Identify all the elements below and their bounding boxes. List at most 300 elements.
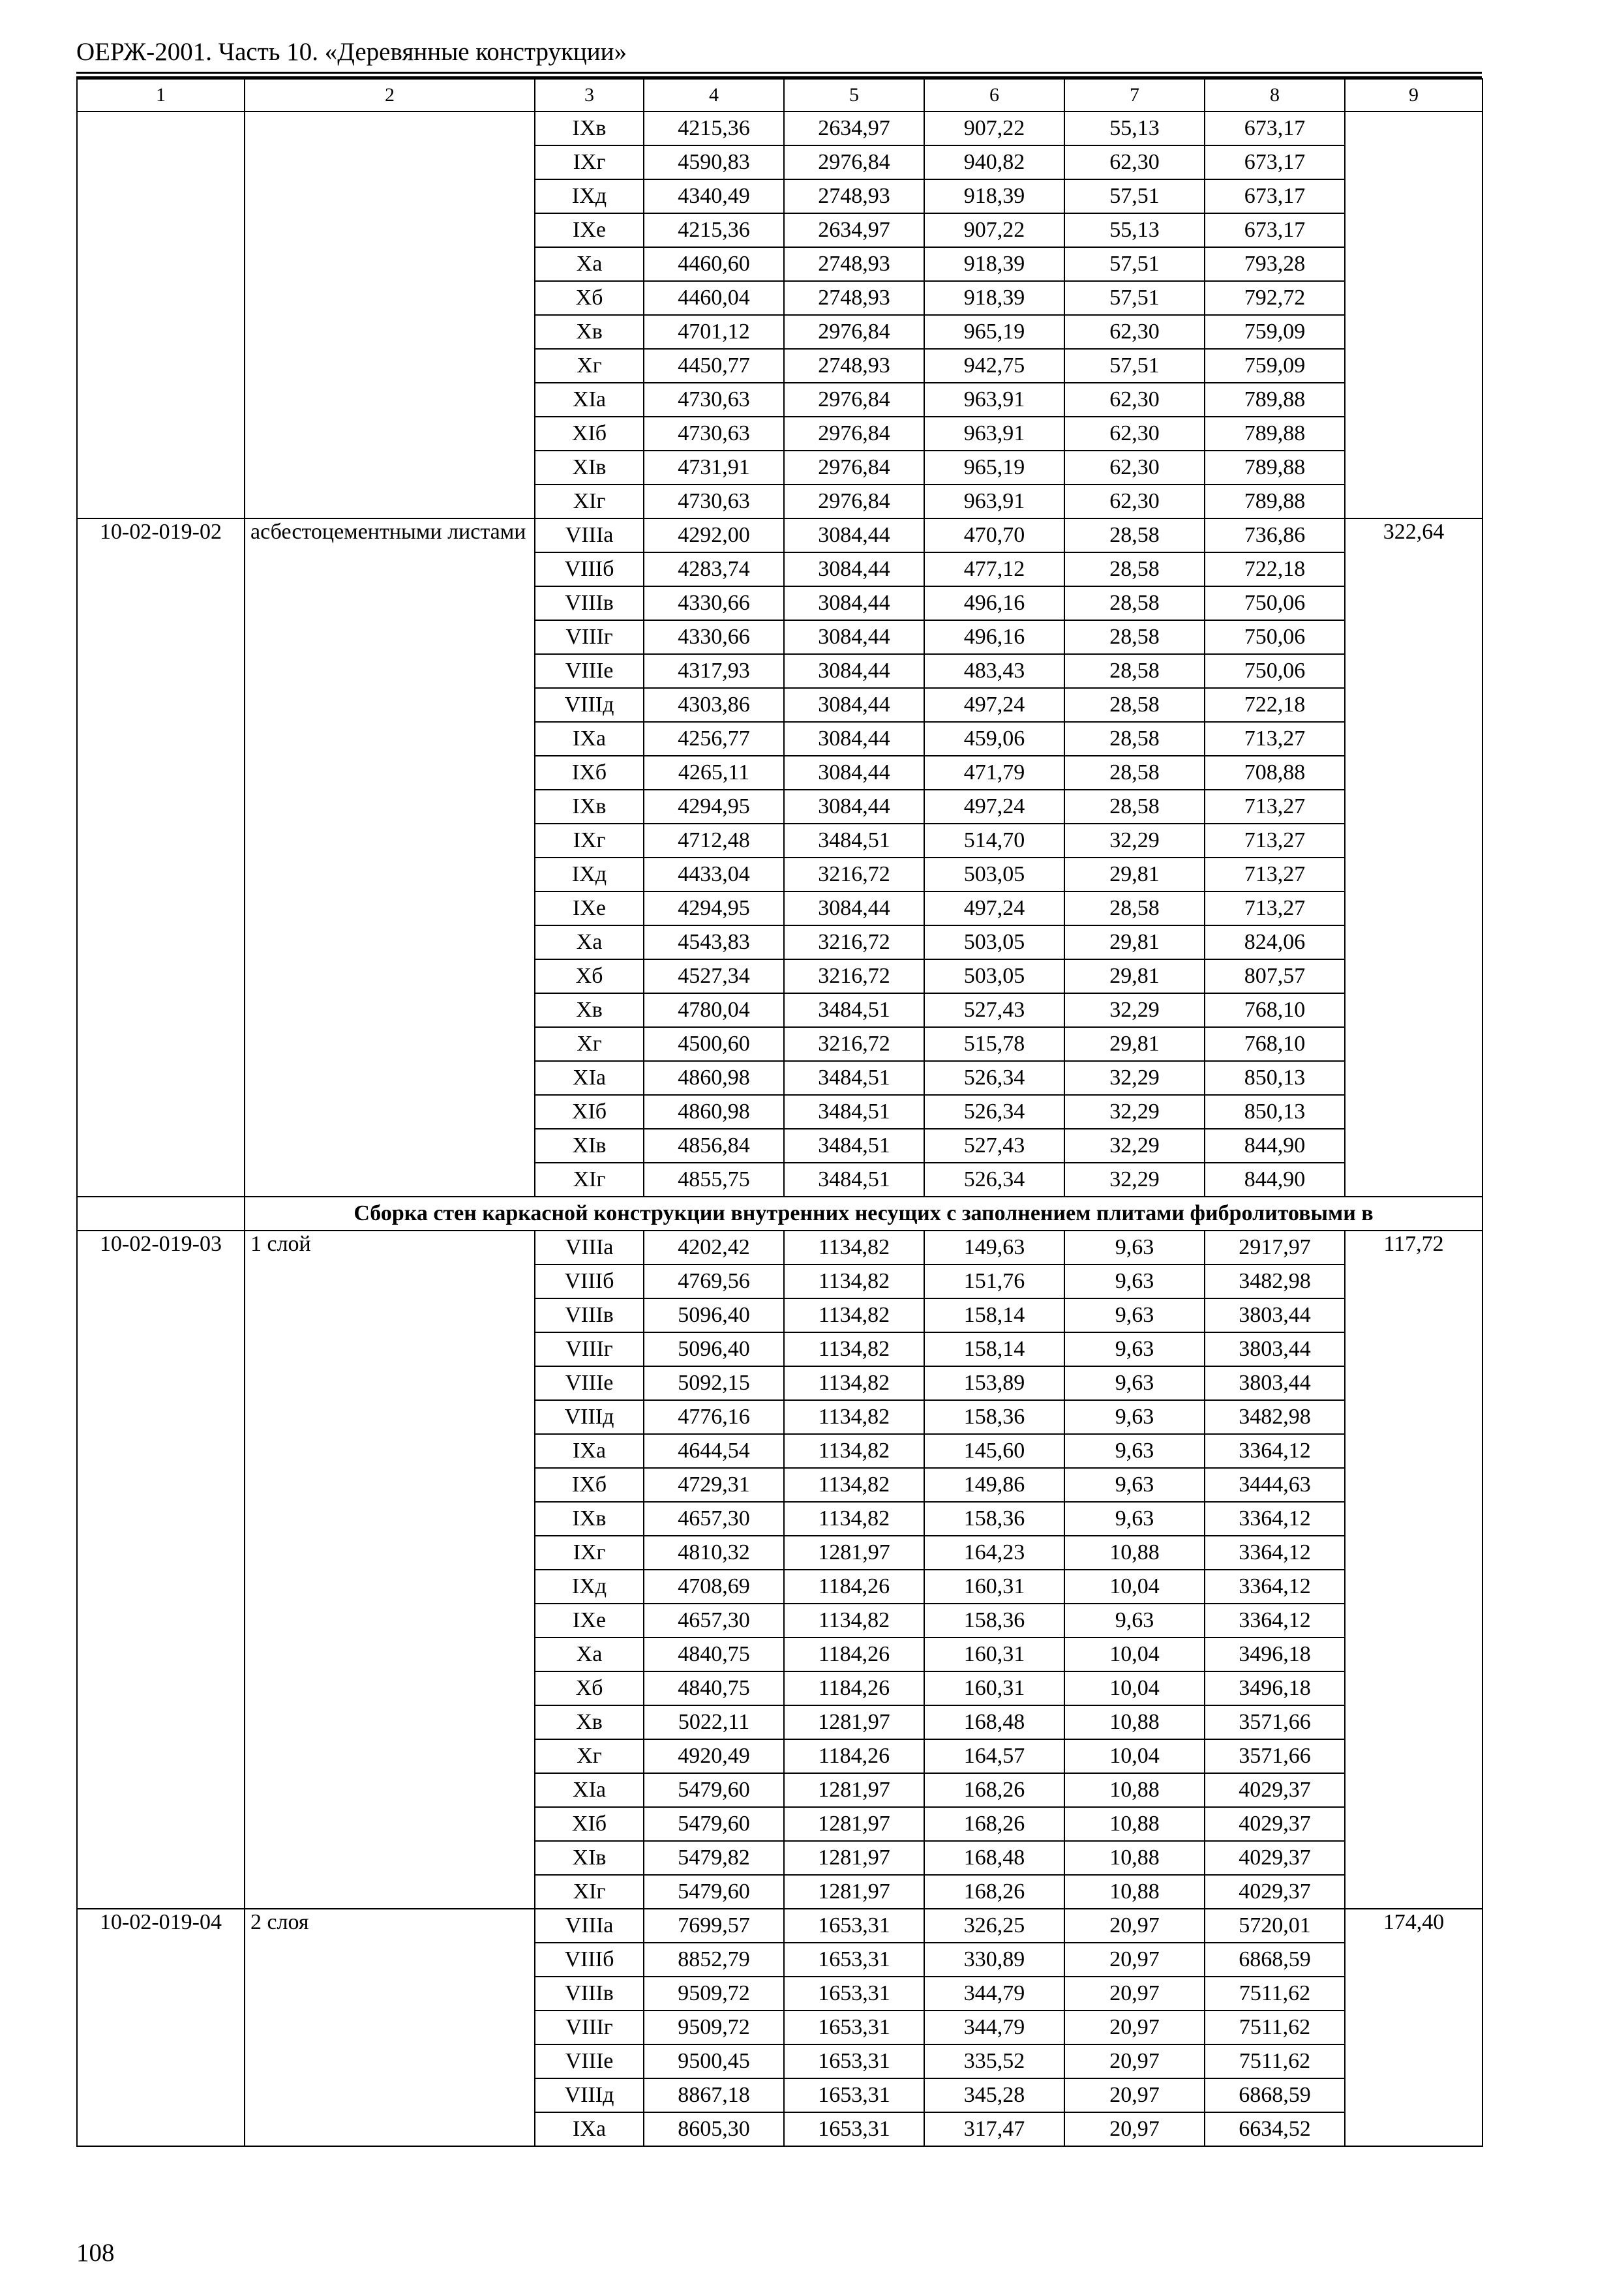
value-cell: 673,17 — [1205, 179, 1345, 213]
rate-name: 1 слой — [245, 1231, 535, 1909]
zone-cell: IXе — [535, 891, 644, 925]
value-cell: 4860,98 — [644, 1095, 784, 1129]
value-cell: 345,28 — [924, 2078, 1064, 2112]
zone-cell: XIг — [535, 1163, 644, 1197]
value-cell: 9,63 — [1064, 1366, 1205, 1400]
value-cell: 713,27 — [1205, 722, 1345, 756]
column-header: 9 — [1345, 79, 1482, 112]
value-cell: 759,09 — [1205, 315, 1345, 349]
zone-cell: IXд — [535, 858, 644, 891]
value-cell: 10,04 — [1064, 1671, 1205, 1705]
zone-cell: IXг — [535, 824, 644, 858]
value-cell: 1184,26 — [784, 1570, 924, 1604]
value-cell: 5096,40 — [644, 1332, 784, 1366]
value-cell: 2976,84 — [784, 145, 924, 179]
value-cell: 1653,31 — [784, 1977, 924, 2011]
document-header: ОЕРЖ-2001. Часть 10. «Деревянные конструкции» — [76, 38, 627, 66]
value-cell: 965,19 — [924, 315, 1064, 349]
value-cell: 9,63 — [1064, 1468, 1205, 1502]
value-cell: 9,63 — [1064, 1502, 1205, 1536]
value-cell: 9509,72 — [644, 1977, 784, 2011]
table-row — [77, 112, 1482, 145]
zone-cell: Xа — [535, 925, 644, 959]
value-cell: 3216,72 — [784, 858, 924, 891]
value-cell: 1281,97 — [784, 1875, 924, 1909]
value-cell: 145,60 — [924, 1434, 1064, 1468]
value-cell: 4460,04 — [644, 281, 784, 315]
value-cell: 10,88 — [1064, 1536, 1205, 1570]
value-cell: 168,48 — [924, 1841, 1064, 1875]
value-cell: 3084,44 — [784, 891, 924, 925]
value-cell: 759,09 — [1205, 349, 1345, 383]
value-cell: 4029,37 — [1205, 1841, 1345, 1875]
zone-cell: Xг — [535, 1027, 644, 1061]
page-number: 108 — [76, 2239, 115, 2267]
column-header: 8 — [1205, 79, 1345, 112]
value-cell: 2976,84 — [784, 315, 924, 349]
value-cell: 6868,59 — [1205, 1943, 1345, 1977]
zone-cell: VIIIг — [535, 1332, 644, 1366]
value-cell: 4920,49 — [644, 1739, 784, 1773]
value-cell: 3484,51 — [784, 1163, 924, 1197]
column-header: 5 — [784, 79, 924, 112]
zone-cell: VIIIд — [535, 2078, 644, 2112]
value-cell: 713,27 — [1205, 858, 1345, 891]
column-header: 2 — [245, 79, 535, 112]
value-cell: 850,13 — [1205, 1095, 1345, 1129]
value-cell: 335,52 — [924, 2044, 1064, 2078]
value-cell: 168,26 — [924, 1773, 1064, 1807]
value-cell: 149,63 — [924, 1231, 1064, 1264]
rate-name — [245, 112, 535, 518]
value-cell: 2976,84 — [784, 485, 924, 518]
value-cell: 8852,79 — [644, 1943, 784, 1977]
column-header: 7 — [1064, 79, 1205, 112]
value-cell: 2634,97 — [784, 213, 924, 247]
value-cell: 3084,44 — [784, 552, 924, 586]
value-cell: 4810,32 — [644, 1536, 784, 1570]
value-cell: 4712,48 — [644, 824, 784, 858]
value-cell: 2748,93 — [784, 281, 924, 315]
value-cell: 62,30 — [1064, 145, 1205, 179]
value-cell: 3084,44 — [784, 620, 924, 654]
zone-cell: IXв — [535, 1502, 644, 1536]
value-cell: 963,91 — [924, 417, 1064, 451]
zone-cell: IXг — [535, 145, 644, 179]
value-cell: 768,10 — [1205, 993, 1345, 1027]
value-cell: 1134,82 — [784, 1332, 924, 1366]
value-cell: 20,97 — [1064, 2011, 1205, 2044]
value-cell: 28,58 — [1064, 688, 1205, 722]
value-cell: 153,89 — [924, 1366, 1064, 1400]
value-cell: 5022,11 — [644, 1705, 784, 1739]
zone-cell: IXд — [535, 1570, 644, 1604]
value-cell: 5092,15 — [644, 1366, 784, 1400]
value-cell: 1134,82 — [784, 1298, 924, 1332]
value-cell: 824,06 — [1205, 925, 1345, 959]
value-cell: 918,39 — [924, 179, 1064, 213]
value-cell: 1134,82 — [784, 1366, 924, 1400]
value-cell: 736,86 — [1205, 518, 1345, 552]
zone-cell: IXа — [535, 1434, 644, 1468]
zone-cell: XIг — [535, 485, 644, 518]
value-cell: 963,91 — [924, 485, 1064, 518]
value-cell: 1281,97 — [784, 1807, 924, 1841]
value-cell: 28,58 — [1064, 586, 1205, 620]
value-cell: 1653,31 — [784, 2078, 924, 2112]
zone-cell: Xв — [535, 993, 644, 1027]
value-cell: 3484,51 — [784, 993, 924, 1027]
value-cell: 4780,04 — [644, 993, 784, 1027]
value-cell: 3084,44 — [784, 688, 924, 722]
value-cell: 477,12 — [924, 552, 1064, 586]
zone-cell: VIIIе — [535, 1366, 644, 1400]
value-cell: 4769,56 — [644, 1264, 784, 1298]
value-cell: 503,05 — [924, 858, 1064, 891]
zone-cell: VIIIг — [535, 2011, 644, 2044]
value-cell: 164,23 — [924, 1536, 1064, 1570]
value-cell: 4856,84 — [644, 1129, 784, 1163]
value-cell: 158,36 — [924, 1502, 1064, 1536]
value-cell: 57,51 — [1064, 247, 1205, 281]
value-cell: 20,97 — [1064, 2044, 1205, 2078]
value-cell: 28,58 — [1064, 654, 1205, 688]
value-cell: 10,04 — [1064, 1638, 1205, 1671]
value-cell: 2748,93 — [784, 179, 924, 213]
value-cell: 9500,45 — [644, 2044, 784, 2078]
value-cell: 918,39 — [924, 247, 1064, 281]
value-cell: 497,24 — [924, 891, 1064, 925]
value-cell: 4292,00 — [644, 518, 784, 552]
col9-value: 117,72 — [1345, 1231, 1482, 1909]
value-cell: 483,43 — [924, 654, 1064, 688]
value-cell: 2748,93 — [784, 247, 924, 281]
zone-cell: IXд — [535, 179, 644, 213]
value-cell: 750,06 — [1205, 620, 1345, 654]
value-cell: 3482,98 — [1205, 1264, 1345, 1298]
section-blank-cell — [77, 1197, 245, 1231]
zone-cell: IXб — [535, 756, 644, 790]
value-cell: 4029,37 — [1205, 1773, 1345, 1807]
value-cell: 497,24 — [924, 790, 1064, 824]
value-cell: 2917,97 — [1205, 1231, 1345, 1264]
value-cell: 3571,66 — [1205, 1705, 1345, 1739]
value-cell: 1134,82 — [784, 1434, 924, 1468]
zone-cell: IXб — [535, 1468, 644, 1502]
value-cell: 2976,84 — [784, 451, 924, 485]
value-cell: 497,24 — [924, 688, 1064, 722]
value-cell: 10,04 — [1064, 1570, 1205, 1604]
col9-value: 322,64 — [1345, 518, 1482, 1197]
value-cell: 20,97 — [1064, 1909, 1205, 1943]
value-cell: 330,89 — [924, 1943, 1064, 1977]
value-cell: 1653,31 — [784, 1909, 924, 1943]
zone-cell: IXв — [535, 790, 644, 824]
value-cell: 792,72 — [1205, 281, 1345, 315]
value-cell: 3496,18 — [1205, 1638, 1345, 1671]
value-cell: 9,63 — [1064, 1400, 1205, 1434]
value-cell: 3364,12 — [1205, 1536, 1345, 1570]
value-cell: 713,27 — [1205, 824, 1345, 858]
zone-cell: IXе — [535, 1604, 644, 1638]
value-cell: 3364,12 — [1205, 1570, 1345, 1604]
value-cell: 1653,31 — [784, 2044, 924, 2078]
value-cell: 168,26 — [924, 1875, 1064, 1909]
value-cell: 3216,72 — [784, 959, 924, 993]
value-cell: 4840,75 — [644, 1671, 784, 1705]
value-cell: 844,90 — [1205, 1163, 1345, 1197]
value-cell: 503,05 — [924, 959, 1064, 993]
value-cell: 722,18 — [1205, 688, 1345, 722]
col9-value: 174,40 — [1345, 1909, 1482, 2146]
section-title: Сборка стен каркасной конструкции внутренних несущих с заполнением плитами фибролитовыми в — [245, 1197, 1482, 1231]
value-cell: 3803,44 — [1205, 1332, 1345, 1366]
value-cell: 9,63 — [1064, 1264, 1205, 1298]
value-cell: 4294,95 — [644, 891, 784, 925]
value-cell: 4029,37 — [1205, 1875, 1345, 1909]
value-cell: 963,91 — [924, 383, 1064, 417]
zone-cell: Xб — [535, 1671, 644, 1705]
value-cell: 1184,26 — [784, 1671, 924, 1705]
value-cell: 1281,97 — [784, 1536, 924, 1570]
value-cell: 3084,44 — [784, 654, 924, 688]
zone-cell: XIг — [535, 1875, 644, 1909]
value-cell: 4330,66 — [644, 620, 784, 654]
value-cell: 160,31 — [924, 1638, 1064, 1671]
value-cell: 4303,86 — [644, 688, 784, 722]
rate-code: 10-02-019-03 — [77, 1231, 245, 1909]
value-cell: 4644,54 — [644, 1434, 784, 1468]
value-cell: 55,13 — [1064, 112, 1205, 145]
table-row — [77, 1909, 1482, 1943]
value-cell: 3444,63 — [1205, 1468, 1345, 1502]
column-header-row — [77, 79, 1482, 112]
zone-cell: Xа — [535, 247, 644, 281]
value-cell: 3216,72 — [784, 925, 924, 959]
value-cell: 4294,95 — [644, 790, 784, 824]
value-cell: 514,70 — [924, 824, 1064, 858]
value-cell: 158,14 — [924, 1298, 1064, 1332]
value-cell: 459,06 — [924, 722, 1064, 756]
value-cell: 3484,51 — [784, 1095, 924, 1129]
zone-cell: XIа — [535, 1061, 644, 1095]
value-cell: 20,97 — [1064, 2112, 1205, 2146]
value-cell: 149,86 — [924, 1468, 1064, 1502]
value-cell: 20,97 — [1064, 2078, 1205, 2112]
value-cell: 20,97 — [1064, 1943, 1205, 1977]
zone-cell: VIIIг — [535, 620, 644, 654]
value-cell: 5479,60 — [644, 1773, 784, 1807]
rate-name: 2 слоя — [245, 1909, 535, 2146]
zone-cell: XIб — [535, 1095, 644, 1129]
value-cell: 907,22 — [924, 112, 1064, 145]
value-cell: 4215,36 — [644, 213, 784, 247]
zone-cell: Xв — [535, 315, 644, 349]
value-cell: 1281,97 — [784, 1841, 924, 1875]
value-cell: 32,29 — [1064, 1095, 1205, 1129]
value-cell: 918,39 — [924, 281, 1064, 315]
value-cell: 807,57 — [1205, 959, 1345, 993]
value-cell: 470,70 — [924, 518, 1064, 552]
rate-code: 10-02-019-04 — [77, 1909, 245, 2146]
value-cell: 158,14 — [924, 1332, 1064, 1366]
value-cell: 3496,18 — [1205, 1671, 1345, 1705]
value-cell: 1134,82 — [784, 1264, 924, 1298]
value-cell: 673,17 — [1205, 213, 1345, 247]
value-cell: 9509,72 — [644, 2011, 784, 2044]
value-cell: 32,29 — [1064, 993, 1205, 1027]
value-cell: 527,43 — [924, 1129, 1064, 1163]
value-cell: 151,76 — [924, 1264, 1064, 1298]
value-cell: 32,29 — [1064, 1129, 1205, 1163]
value-cell: 7699,57 — [644, 1909, 784, 1943]
value-cell: 4256,77 — [644, 722, 784, 756]
zone-cell: XIб — [535, 1807, 644, 1841]
value-cell: 28,58 — [1064, 518, 1205, 552]
value-cell: 4317,93 — [644, 654, 784, 688]
rate-code: 10-02-019-02 — [77, 518, 245, 1197]
value-cell: 4590,83 — [644, 145, 784, 179]
value-cell: 708,88 — [1205, 756, 1345, 790]
zone-cell: Xа — [535, 1638, 644, 1671]
value-cell: 6634,52 — [1205, 2112, 1345, 2146]
value-cell: 940,82 — [924, 145, 1064, 179]
value-cell: 4283,74 — [644, 552, 784, 586]
zone-cell: XIа — [535, 383, 644, 417]
value-cell: 32,29 — [1064, 824, 1205, 858]
value-cell: 4500,60 — [644, 1027, 784, 1061]
table-row — [77, 1231, 1482, 1264]
value-cell: 750,06 — [1205, 586, 1345, 620]
value-cell: 1184,26 — [784, 1638, 924, 1671]
rate-name: асбестоцементными листами — [245, 518, 535, 1197]
value-cell: 3482,98 — [1205, 1400, 1345, 1434]
zone-cell: Xг — [535, 1739, 644, 1773]
value-cell: 7511,62 — [1205, 1977, 1345, 2011]
value-cell: 789,88 — [1205, 485, 1345, 518]
value-cell: 6868,59 — [1205, 2078, 1345, 2112]
zone-cell: VIIIа — [535, 1231, 644, 1264]
value-cell: 3364,12 — [1205, 1604, 1345, 1638]
value-cell: 526,34 — [924, 1061, 1064, 1095]
value-cell: 10,88 — [1064, 1773, 1205, 1807]
value-cell: 4730,63 — [644, 383, 784, 417]
value-cell: 3084,44 — [784, 722, 924, 756]
value-cell: 57,51 — [1064, 179, 1205, 213]
value-cell: 526,34 — [924, 1095, 1064, 1129]
column-header: 3 — [535, 79, 644, 112]
value-cell: 1134,82 — [784, 1502, 924, 1536]
value-cell: 164,57 — [924, 1739, 1064, 1773]
value-cell: 722,18 — [1205, 552, 1345, 586]
value-cell: 793,28 — [1205, 247, 1345, 281]
value-cell: 9,63 — [1064, 1434, 1205, 1468]
value-cell: 168,26 — [924, 1807, 1064, 1841]
value-cell: 20,97 — [1064, 1977, 1205, 2011]
value-cell: 160,31 — [924, 1570, 1064, 1604]
value-cell: 10,88 — [1064, 1875, 1205, 1909]
column-header: 4 — [644, 79, 784, 112]
value-cell: 1134,82 — [784, 1231, 924, 1264]
value-cell: 673,17 — [1205, 112, 1345, 145]
value-cell: 168,48 — [924, 1705, 1064, 1739]
value-cell: 789,88 — [1205, 417, 1345, 451]
zone-cell: Xб — [535, 959, 644, 993]
value-cell: 1653,31 — [784, 1943, 924, 1977]
value-cell: 3084,44 — [784, 790, 924, 824]
value-cell: 789,88 — [1205, 383, 1345, 417]
zone-cell: VIIIе — [535, 2044, 644, 2078]
value-cell: 768,10 — [1205, 1027, 1345, 1061]
value-cell: 8605,30 — [644, 2112, 784, 2146]
value-cell: 503,05 — [924, 925, 1064, 959]
col9-value — [1345, 112, 1482, 518]
rates-table — [76, 78, 1483, 2147]
value-cell: 3364,12 — [1205, 1502, 1345, 1536]
value-cell: 965,19 — [924, 451, 1064, 485]
value-cell: 8867,18 — [644, 2078, 784, 2112]
value-cell: 28,58 — [1064, 756, 1205, 790]
value-cell: 62,30 — [1064, 383, 1205, 417]
value-cell: 55,13 — [1064, 213, 1205, 247]
value-cell: 4202,42 — [644, 1231, 784, 1264]
zone-cell: XIа — [535, 1773, 644, 1807]
value-cell: 28,58 — [1064, 790, 1205, 824]
zone-cell: VIIIа — [535, 1909, 644, 1943]
value-cell: 3364,12 — [1205, 1434, 1345, 1468]
value-cell: 3216,72 — [784, 1027, 924, 1061]
value-cell: 7511,62 — [1205, 2044, 1345, 2078]
value-cell: 28,58 — [1064, 620, 1205, 654]
value-cell: 496,16 — [924, 586, 1064, 620]
value-cell: 1184,26 — [784, 1739, 924, 1773]
value-cell: 4460,60 — [644, 247, 784, 281]
value-cell: 907,22 — [924, 213, 1064, 247]
zone-cell: Xг — [535, 349, 644, 383]
value-cell: 4340,49 — [644, 179, 784, 213]
value-cell: 1653,31 — [784, 2112, 924, 2146]
value-cell: 28,58 — [1064, 552, 1205, 586]
zone-cell: IXе — [535, 213, 644, 247]
value-cell: 29,81 — [1064, 925, 1205, 959]
value-cell: 3484,51 — [784, 1061, 924, 1095]
value-cell: 4840,75 — [644, 1638, 784, 1671]
column-header: 6 — [924, 79, 1064, 112]
value-cell: 1281,97 — [784, 1705, 924, 1739]
value-cell: 4215,36 — [644, 112, 784, 145]
value-cell: 62,30 — [1064, 485, 1205, 518]
value-cell: 32,29 — [1064, 1163, 1205, 1197]
value-cell: 57,51 — [1064, 349, 1205, 383]
value-cell: 526,34 — [924, 1163, 1064, 1197]
rate-code — [77, 112, 245, 518]
value-cell: 1134,82 — [784, 1604, 924, 1638]
value-cell: 4657,30 — [644, 1502, 784, 1536]
value-cell: 4860,98 — [644, 1061, 784, 1095]
value-cell: 673,17 — [1205, 145, 1345, 179]
column-header: 1 — [77, 79, 245, 112]
value-cell: 1134,82 — [784, 1400, 924, 1434]
zone-cell: IXа — [535, 2112, 644, 2146]
value-cell: 713,27 — [1205, 891, 1345, 925]
value-cell: 4527,34 — [644, 959, 784, 993]
zone-cell: Xв — [535, 1705, 644, 1739]
value-cell: 9,63 — [1064, 1231, 1205, 1264]
zone-cell: VIIIд — [535, 688, 644, 722]
zone-cell: Xб — [535, 281, 644, 315]
value-cell: 1134,82 — [784, 1468, 924, 1502]
zone-cell: VIIIб — [535, 1264, 644, 1298]
